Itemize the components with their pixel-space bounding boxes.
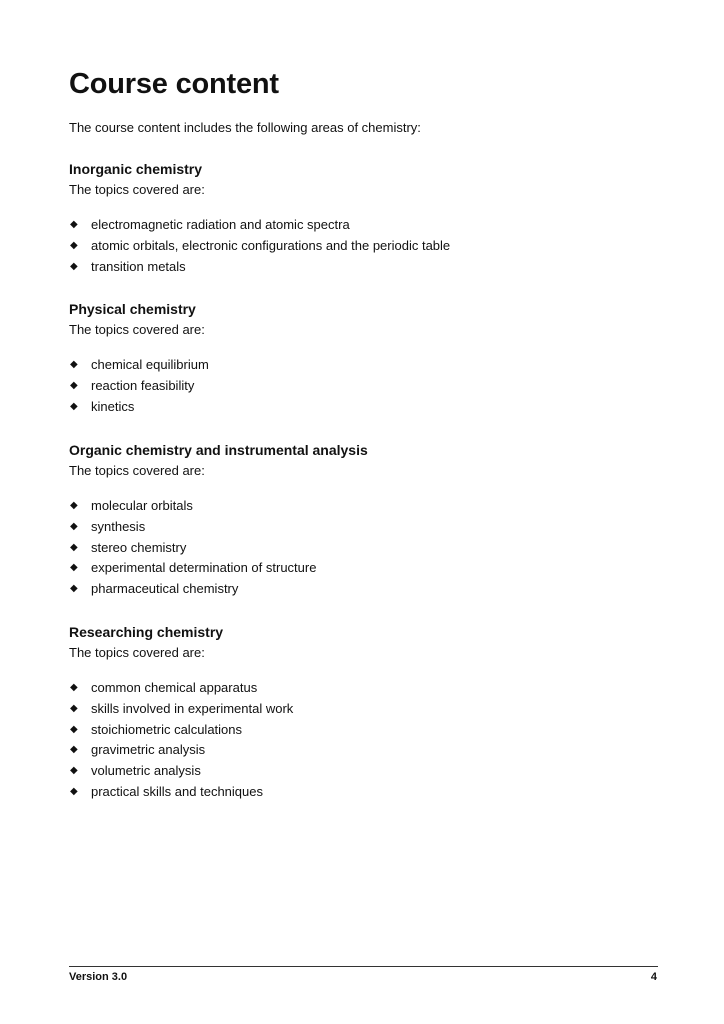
list-item [69, 558, 669, 579]
section-heading: Researching chemistry [69, 624, 224, 640]
diamond-bullet-icon: ◆ [70, 359, 78, 370]
section-organic-chemistry [69, 441, 669, 600]
topic-text: electromagnetic radiation and atomic spectra [91, 217, 350, 232]
section-intro: The topics covered are: [69, 463, 205, 478]
diamond-bullet-icon: ◆ [70, 500, 78, 511]
topic-text: reaction feasibility [91, 377, 195, 393]
section-intro: The topics covered are: [69, 322, 205, 337]
topic-text: stereo chemistry [91, 539, 187, 555]
diamond-bullet-icon: ◆ [70, 682, 78, 693]
list-item [69, 678, 669, 699]
section-heading: Inorganic chemistry [69, 161, 203, 177]
topic-text: common chemical apparatus [91, 680, 258, 695]
topic-text: synthesis [91, 518, 146, 534]
topic-text: transition metals [91, 258, 186, 274]
diamond-bullet-icon: ◆ [70, 702, 78, 714]
list-item [69, 699, 669, 720]
footer-page-number: 4 [650, 971, 657, 983]
diamond-bullet-icon: ◆ [70, 562, 78, 574]
section-intro: The topics covered are: [69, 182, 205, 197]
topic-text: experimental determination of structure [91, 560, 317, 576]
footer-version: Version 3.0 [69, 971, 128, 983]
section-heading: Organic chemistry and instrumental analysis [69, 442, 368, 458]
topic-text: gravimetric analysis [91, 742, 206, 758]
list-item [69, 355, 669, 376]
topic-text: skills involved in experimental work [91, 700, 294, 716]
list-item [69, 579, 669, 600]
topic-text: kinetics [91, 398, 135, 414]
diamond-bullet-icon: ◆ [70, 239, 78, 251]
topic-text: volumetric analysis [91, 763, 201, 779]
diamond-bullet-icon: ◆ [70, 379, 78, 391]
section-inorganic-chemistry [69, 160, 669, 277]
footer-divider [69, 966, 658, 967]
section-heading: Physical chemistry [69, 301, 196, 317]
intro-text: The course content includes the following areas of chemistry: [69, 120, 421, 135]
diamond-bullet-icon: ◆ [70, 541, 78, 553]
list-item [69, 397, 669, 418]
list-item [69, 761, 669, 782]
topic-text: chemical equilibrium [91, 357, 209, 372]
list-item [69, 782, 669, 803]
page-title: Course content [69, 68, 279, 100]
diamond-bullet-icon: ◆ [70, 785, 78, 797]
topic-list [69, 355, 669, 417]
section-researching-chemistry [69, 623, 669, 803]
list-item [69, 496, 669, 517]
diamond-bullet-icon: ◆ [70, 723, 78, 735]
diamond-bullet-icon: ◆ [70, 744, 78, 756]
topic-list [69, 678, 669, 803]
diamond-bullet-icon: ◆ [70, 219, 78, 230]
diamond-bullet-icon: ◆ [70, 260, 78, 272]
topic-list [69, 215, 669, 277]
diamond-bullet-icon: ◆ [70, 583, 78, 595]
list-item [69, 720, 669, 741]
diamond-bullet-icon: ◆ [70, 400, 78, 412]
list-item [69, 538, 669, 559]
diamond-bullet-icon: ◆ [70, 520, 78, 532]
diamond-bullet-icon: ◆ [70, 765, 78, 777]
list-item [69, 236, 669, 257]
topic-text: atomic orbitals, electronic configurations and the periodic table [91, 237, 451, 253]
topic-list [69, 496, 669, 600]
list-item [69, 215, 669, 236]
list-item [69, 376, 669, 397]
topic-text: practical skills and techniques [91, 783, 263, 799]
section-intro: The topics covered are: [69, 645, 205, 660]
topic-text: pharmaceutical chemistry [91, 581, 239, 597]
list-item [69, 517, 669, 538]
section-physical-chemistry [69, 300, 669, 417]
topic-text: molecular orbitals [91, 498, 193, 513]
list-item [69, 257, 669, 278]
topic-text: stoichiometric calculations [91, 721, 243, 737]
list-item [69, 740, 669, 761]
